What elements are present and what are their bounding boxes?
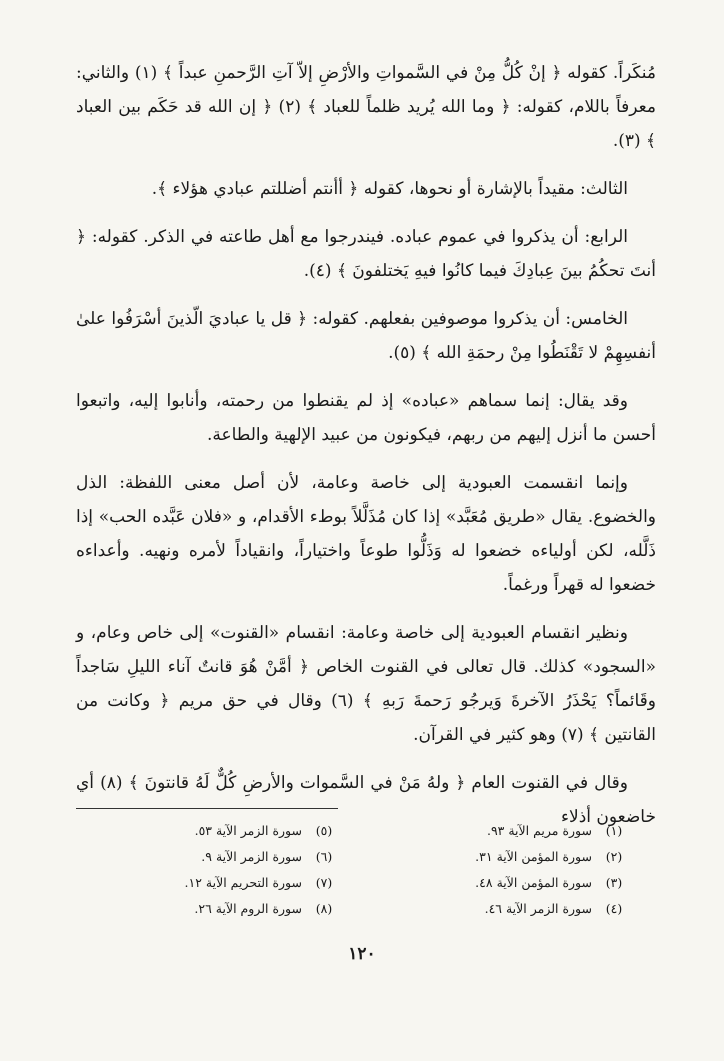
paragraph-2: الثالث: مقيداً بالإشارة أو نحوها، كقوله ﴿ أأنتم أضللتم عبادي هؤلاء ﴾. xyxy=(151,179,628,199)
footnote-8 xyxy=(96,896,346,922)
footnote-text: سورة التحريم الآية ١٢. xyxy=(184,875,302,890)
footnote-number: (٦) xyxy=(315,849,333,864)
paragraph-5: وقد يقال: إنما سماهم «عباده» إذ لم يقنطوا من رحمته، وأنابوا إليه، واتبعوا أحسن ما أنزل إليهم من ربهم، فيكونون من عبيد الإلهية والطاعة. xyxy=(76,391,656,445)
footnote-1 xyxy=(386,818,636,844)
paragraph-1: مُنكَراً. كقوله ﴿ إنْ كُلُّ مِنْ في السَّمواتِ والأرْضِ إلاّ آتِ الرَّحمنِ عبداً ﴾ (١) والثاني: معرفاً باللام، كقوله: ﴿ وما الله يُريد ظلماً للعباد ﴾ (٢) ﴿ إن الله قد حَكَم بين العباد ﴾ (٣). xyxy=(76,63,656,151)
footnote-text: سورة المؤمن الآية ٤٨. xyxy=(475,875,592,890)
footnote-text: سورة مريم الآية ٩٣. xyxy=(486,823,592,838)
footnote-2 xyxy=(386,844,636,870)
footnote-text: سورة الزمر الآية ٥٣. xyxy=(194,823,302,838)
page-number: ١٢٠ xyxy=(348,944,376,964)
footnote-text: سورة الروم الآية ٢٦. xyxy=(194,901,302,916)
footnote-number: (٧) xyxy=(315,875,333,890)
paragraph-7: ونظير انقسام العبودية إلى خاصة وعامة: انقسام «القنوت» إلى خاص وعام، و «السجود» كذلك. قال تعالى في القنوت الخاص ﴿ أمَّنْ هُوَ قانتٌ آناء الليلِ سَاجداً وقَائماً؟ يَحْذَرُ الآخرةَ وَيرجُو رَحمةَ رَبهِ ﴾ (٦) وقال في حق مريم ﴿ وكانت من القانتين ﴾ (٧) وهو كثير في القرآن. xyxy=(76,623,656,745)
footnote-number: (٤) xyxy=(605,901,623,916)
paragraph-3: الرابع: أن يذكروا في عموم عباده. فيندرجوا مع أهل طاعته في الذكر. كقوله: ﴿ أنتَ تحكُمُ بينَ عِبادِكَ فيما كانُوا فيهِ يَختلفونَ ﴾ (٤). xyxy=(76,227,656,281)
footnote-3 xyxy=(386,870,636,896)
paragraph-6: وإنما انقسمت العبودية إلى خاصة وعامة، لأن أصل معنى اللفظة: الذل والخضوع. يقال «طريق مُعَبَّد» إذا كان مُذَلَّلاً بوطء الأقدام، و «فلان عَبَّده الحب» إذا ذَلَّله، لكن أولياءه خضعوا له وَذَلُّوا طوعاً واختياراً، وانقياداً لأمره ونهيه. وأعداءه خضعوا له قهراً ورغماً. xyxy=(76,473,656,595)
footnote-number: (٢) xyxy=(605,849,623,864)
footnote-text: سورة الزمر الآية ٤٦. xyxy=(484,901,592,916)
footnote-6 xyxy=(96,844,346,870)
footnote-number: (٥) xyxy=(315,823,333,838)
page-body xyxy=(76,56,656,848)
footnotes-left-column xyxy=(96,818,346,922)
footnotes xyxy=(96,818,636,922)
footnote-7 xyxy=(96,870,346,896)
footnote-text: سورة المؤمن الآية ٣١. xyxy=(475,849,592,864)
footnotes-right-column xyxy=(386,818,636,922)
footnote-4 xyxy=(386,896,636,922)
footnote-text: سورة الزمر الآية ٩. xyxy=(201,849,302,864)
footnote-number: (٣) xyxy=(605,875,623,890)
footnote-divider xyxy=(76,808,338,809)
footnote-number: (٨) xyxy=(315,901,333,916)
footnote-5 xyxy=(96,818,346,844)
footnote-number: (١) xyxy=(605,823,623,838)
paragraph-4: الخامس: أن يذكروا موصوفين بفعلهم. كقوله: ﴿ قل يا عباديَ الّذينَ أسْرَفُوا علىٰ أنفسِهِمْ لا تَقْنَطُوا مِنْ رحمَةِ الله ﴾ (٥). xyxy=(76,309,656,363)
paragraph-8: وقال في القنوت العام ﴿ ولهُ مَنْ في السَّموات والأرضِ كُلٌّ لَهُ قانتونَ ﴾ (٨) أي خاضعون أذلاء xyxy=(76,773,656,827)
